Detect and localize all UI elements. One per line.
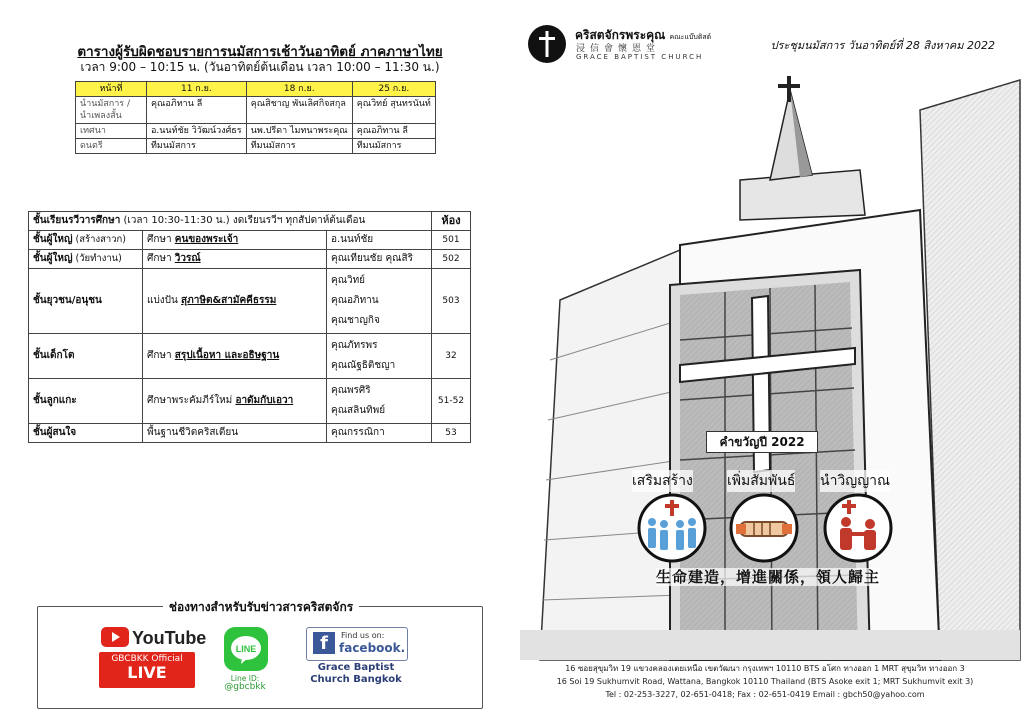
table-row — [29, 424, 471, 443]
class-topic: พื้นฐานชีวิตคริสเตียน — [143, 424, 327, 443]
table-row — [29, 379, 471, 424]
class-name: ชั้นเด็กโต — [29, 334, 143, 379]
header-role: หน้าที่ — [76, 82, 147, 97]
church-name-thai: คริสตจักรพระคุณ คณะแบ๊บติสต์ — [575, 28, 712, 42]
header-date-1: 11 ก.ย. — [147, 82, 247, 97]
line-id: Line ID: @gbcbkk — [224, 674, 266, 692]
facebook-find-us: Find us on: — [341, 631, 385, 640]
church-name-chinese: 浸信會懷恩堂 — [576, 44, 661, 54]
role-cell: นำนมัสการ / นำเพลงสั้น — [76, 97, 147, 124]
cell: คุณวิทย์ สุนทรนันท์ — [352, 97, 435, 124]
classes-header-row — [29, 212, 471, 231]
class-topic: ศึกษาพระคัมภีร์ใหม่ อาดัมกับเอวา — [143, 379, 327, 424]
schedule-title: ตารางผู้รับผิดชอบรายการนมัสการเช้าวันอาทิตย์ ภาคภาษาไทย — [77, 44, 443, 60]
class-room: 51-52 — [432, 379, 471, 424]
class-teachers: คุณเทียนชัย คุณสิริ — [327, 250, 432, 269]
cell: ทีมนมัสการ — [147, 139, 247, 154]
class-room: 503 — [432, 269, 471, 334]
motto-chinese: 生命建造，增進關係，領人歸主 — [655, 568, 880, 586]
verse-label: คำขวัญปี 2022 — [706, 431, 818, 453]
facebook-page-name[interactable]: Grace Baptist Church Bangkok — [310, 662, 402, 685]
facebook-icon: f — [313, 632, 335, 654]
role-cell: ดนตรี — [76, 139, 147, 154]
class-name: ชั้นผู้สนใจ — [29, 424, 143, 443]
class-teachers: คุณพรศิริ คุณสลินทิพย์ — [327, 379, 432, 424]
youtube-live-label: LIVE — [127, 663, 167, 682]
line-icon[interactable] — [224, 627, 268, 671]
channels-title: ช่องทางสำหรับรับข่าวสารคริสตจักร — [37, 598, 485, 617]
class-name: ชั้นลูกแกะ — [29, 379, 143, 424]
role-cell: เทศนา — [76, 124, 147, 139]
svg-text:LINE: LINE — [235, 644, 257, 654]
people-cross-icon — [636, 492, 708, 564]
class-topic: ศึกษา คนของพระเจ้า — [143, 231, 327, 250]
cell: ทีมนมัสการ — [246, 139, 352, 154]
class-name: ชั้นยุวชน/อนุชน — [29, 269, 143, 334]
table-row — [76, 97, 436, 124]
youtube-icon[interactable] — [101, 626, 207, 648]
table-row — [29, 269, 471, 334]
table-row — [76, 124, 436, 139]
table-row — [29, 231, 471, 250]
youtube-live-badge[interactable] — [99, 652, 195, 688]
handshake-icon — [728, 492, 800, 564]
class-topic: แบ่งปัน สุภาษิต&สามัคคีธรรม — [143, 269, 327, 334]
schedule-subtitle: เวลา 9:00 – 10:15 น. (วันอาทิตย์ต้นเดือน เวลา 10:00 – 11:30 น.) — [80, 60, 440, 74]
class-teachers: อ.นนท์ชัย — [327, 231, 432, 250]
cell: นพ.ปรีดา ไมทนาพระคุณ — [246, 124, 352, 139]
cell: คุณอภิทาน ลี — [147, 97, 247, 124]
motto-2: เพิ่มสัมพันธ์ — [727, 470, 795, 492]
church-address — [520, 662, 1010, 701]
cell: คุณอภิทาน ลี — [352, 124, 435, 139]
class-room: 32 — [432, 334, 471, 379]
class-topic: ศึกษา วิวรณ์ — [143, 250, 327, 269]
facebook-wordmark: facebook. — [339, 641, 406, 655]
class-topic: ศึกษา สรุปเนื้อหา และอธิษฐาน — [143, 334, 327, 379]
contact-line: Tel : 02-253-3227, 02-651-0418; Fax : 02-651-0419 Email : gbch50@yahoo.com — [605, 690, 925, 699]
cell: คุณสิชาญ พันเลิศกิจสกุล — [246, 97, 352, 124]
class-room: 53 — [432, 424, 471, 443]
class-room: 501 — [432, 231, 471, 250]
helping-hand-icon — [822, 492, 894, 564]
classes-table — [28, 211, 471, 443]
cell: ทีมนมัสการ — [352, 139, 435, 154]
address-thai: 16 ซอยสุขุมวิท 19 แขวงคลองเตยเหนือ เขตวัฒนา กรุงเทพฯ 10110 BTS อโศก ทางออก 1 MRT สุขุมวิท ทางออก 3 — [565, 664, 965, 673]
classes-header — [29, 212, 432, 231]
motto-1: เสริมสร้าง — [632, 470, 693, 492]
service-date: ประชุมนมัสการ วันอาทิตย์ที่ 28 สิงหาคม 2022 — [770, 39, 995, 52]
class-room: 502 — [432, 250, 471, 269]
header-date-2: 18 ก.ย. — [246, 82, 352, 97]
class-name: ชั้นผู้ใหญ่ (วัยทำงาน) — [29, 250, 143, 269]
table-row — [76, 139, 436, 154]
room-header: ห้อง — [432, 212, 471, 231]
schedule-header-row — [76, 82, 436, 97]
schedule-table — [75, 81, 436, 154]
cell: อ.นนท์ชัย วิวัฒน์วงศ์ธร — [147, 124, 247, 139]
church-name-english: GRACE BAPTIST CHURCH — [576, 53, 704, 61]
class-name: ชั้นผู้ใหญ่ (สร้างสาวก) — [29, 231, 143, 250]
class-teachers: คุณภัทรพร คุณณัฐธิติชญา — [327, 334, 432, 379]
table-row — [29, 334, 471, 379]
classes-header-bold: ชั้นเรียนรวีวารศึกษา — [33, 215, 121, 226]
classes-header-rest: (เวลา 10:30-11:30 น.) งดเรียนรวีฯ ทุกสัปดาห์ต้นเดือน — [120, 215, 366, 226]
youtube-channel-name: GBCBKK Official — [111, 654, 183, 664]
motto-3: นำวิญญาณ — [820, 470, 890, 492]
table-row — [29, 250, 471, 269]
church-logo-cross-icon — [528, 25, 566, 63]
header-date-3: 25 ก.ย. — [352, 82, 435, 97]
address-english: 16 Soi 19 Sukhumvit Road, Wattana, Bangkok 10110 Thailand (BTS Asoke exit 1; MRT Sukhumvit exit 3) — [556, 677, 974, 686]
svg-text:YouTube: YouTube — [132, 628, 207, 648]
class-teachers: คุณวิทย์ คุณอภิทาน คุณชาญกิจ — [327, 269, 432, 334]
class-teachers: คุณกรรณิกา — [327, 424, 432, 443]
